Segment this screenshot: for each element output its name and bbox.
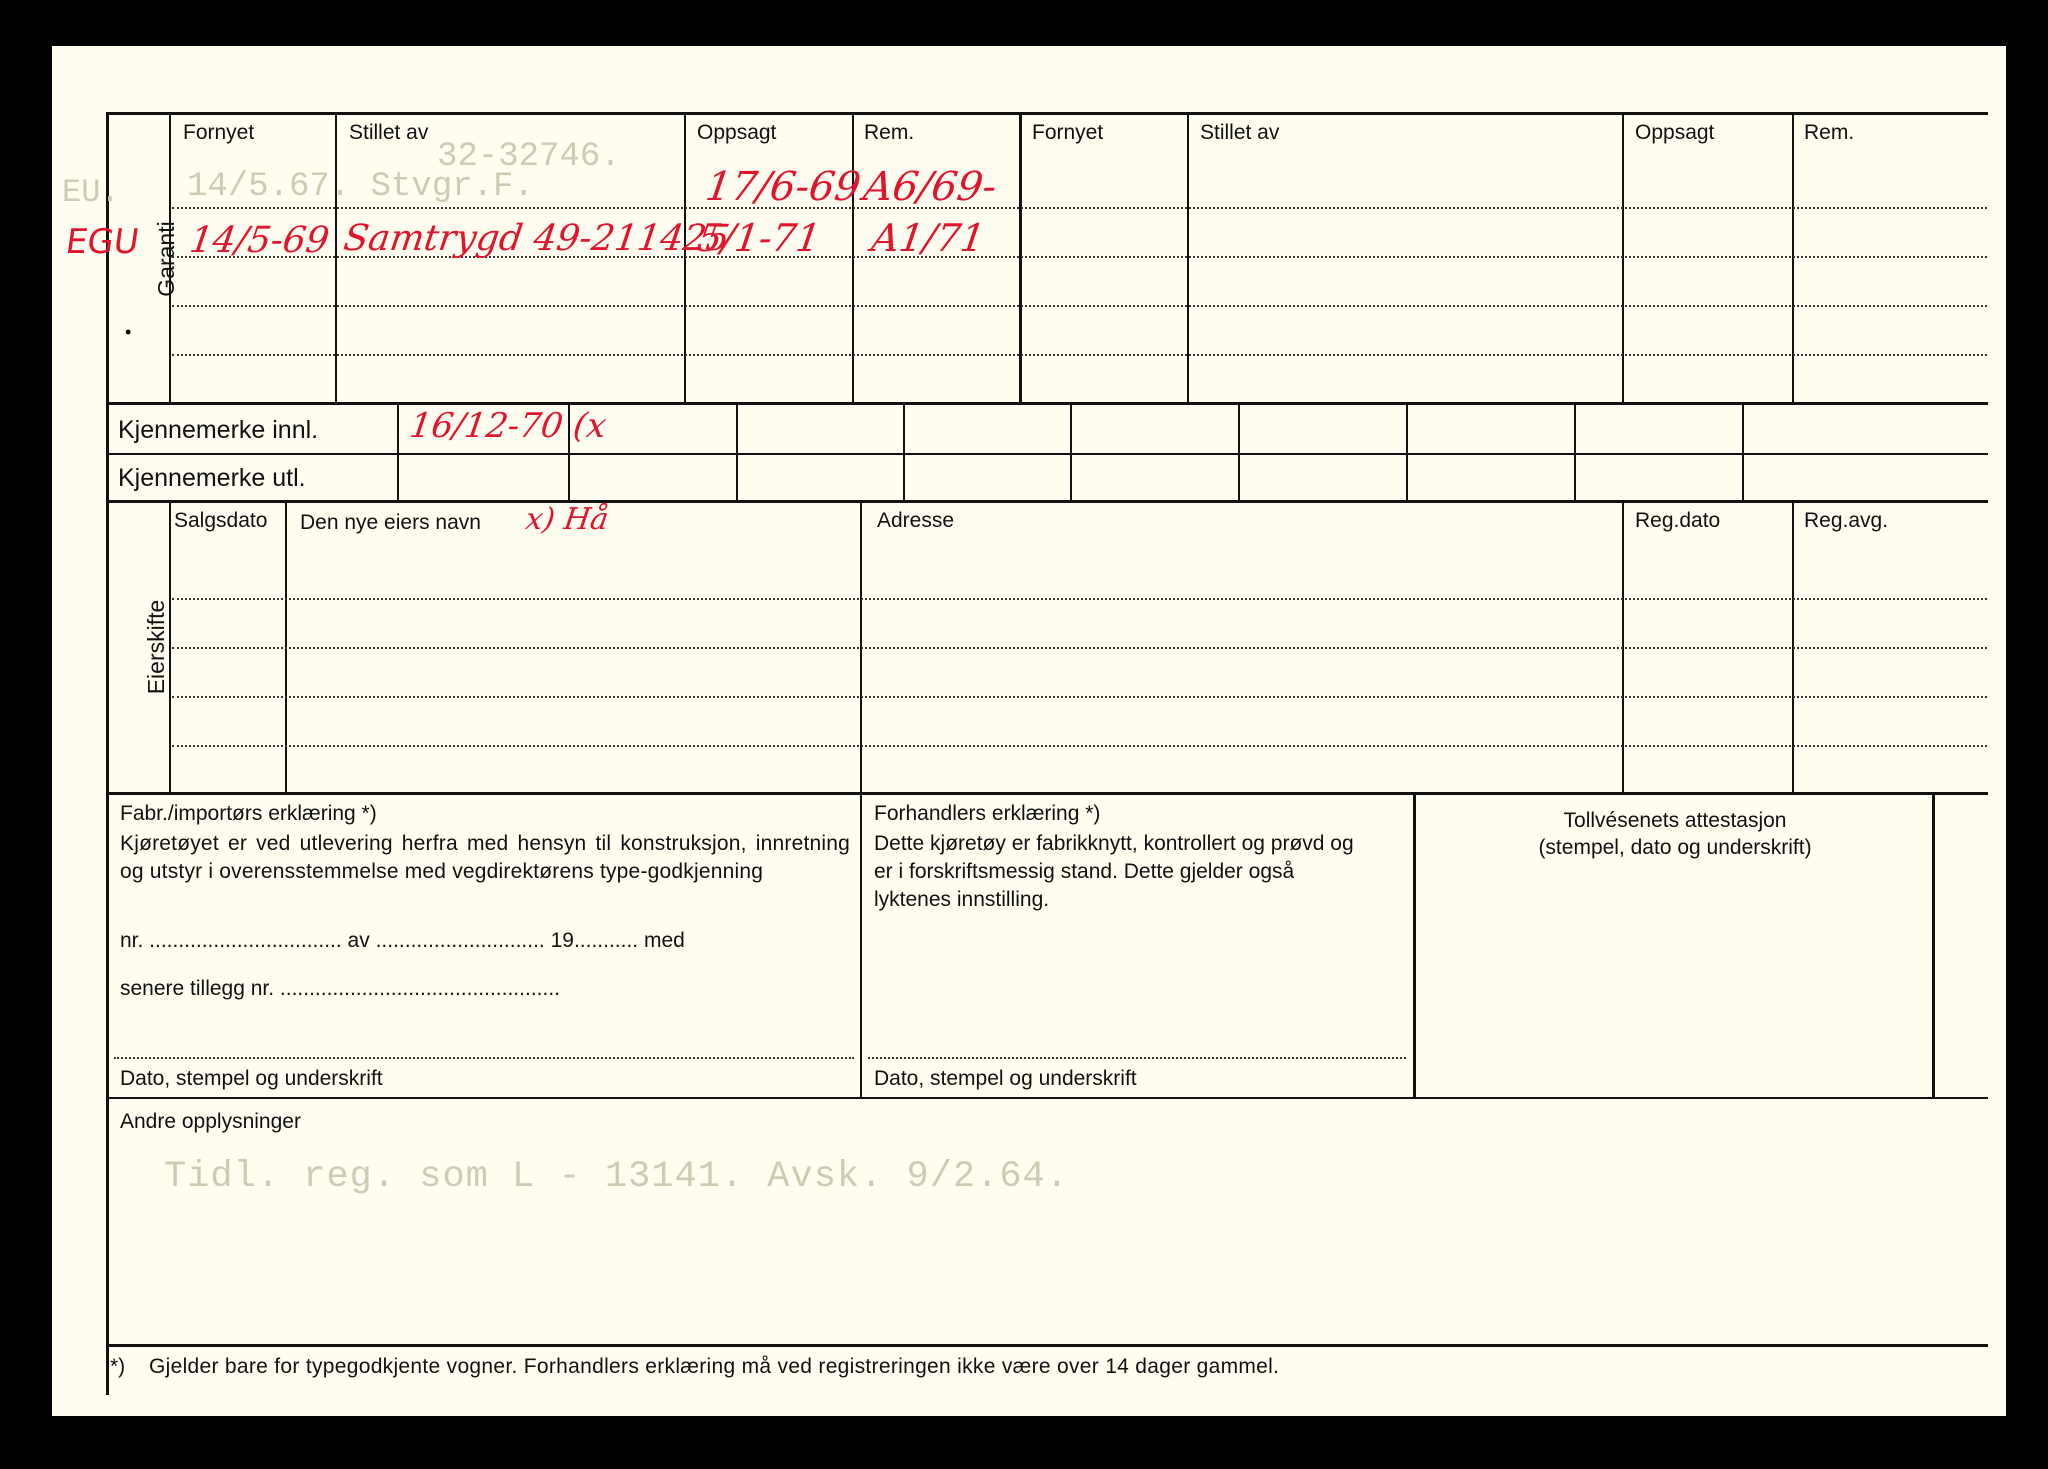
header-salgsdato: Salgsdato (174, 509, 268, 532)
declarations-col (860, 792, 862, 1097)
plates-col (1574, 402, 1576, 500)
hand-rem-2: A1/71 (868, 216, 988, 260)
typed-number: 32-32746. (437, 138, 621, 176)
plates-col (397, 402, 399, 500)
header-rem-2: Rem. (1804, 121, 1855, 144)
dotted-row (172, 354, 1987, 356)
plates-col (903, 402, 905, 500)
header-stillet-av: Stillet av (349, 121, 429, 144)
hand-plates-innl: 16/12-70 (x (407, 406, 609, 446)
manufacturer-tillegg-line: senere tillegg nr. ................................................ (120, 977, 560, 1000)
header-rem: Rem. (864, 121, 915, 144)
other-info-typed: Tidl. reg. som L - 13141. Avsk. 9/2.64. (164, 1156, 1069, 1198)
registration-card (52, 46, 2006, 1416)
left-border (106, 112, 109, 1395)
header-fornyet: Fornyet (183, 121, 255, 144)
guarantee-section-label: Garanti (153, 221, 179, 297)
header-fornyet-2: Fornyet (1032, 121, 1104, 144)
dealer-body: Dette kjøretøy er fabrikknytt, kontrollert og prøvd og er i forskriftsmessig stand. Dette gjelder også lyktenes innstilling. (874, 832, 1354, 911)
guarantee-bottom-border (106, 402, 1988, 405)
dealer-signature-label: Dato, stempel og underskrift (874, 1067, 1137, 1090)
hand-oppsagt-2: 5/1-71 (694, 216, 824, 260)
hand-rem-1: A6/69- (860, 164, 1000, 210)
header-adresse: Adresse (877, 509, 955, 532)
plates-bottom-border (106, 500, 1988, 503)
dotted-row (172, 305, 1987, 307)
dealer-title: Forhandlers erklæring *) (874, 802, 1101, 825)
header-reg-avg: Reg.avg. (1804, 509, 1889, 532)
dotted-row (172, 745, 1987, 747)
header-oppsagt: Oppsagt (697, 121, 777, 144)
plates-mid-line (106, 453, 1988, 455)
manufacturer-body: Kjøretøyet er ved utlevering herfra med hensyn til konstruksjon, innretning og utstyr i overensstemmelse med vegdirektørens type-godkjenning (120, 832, 850, 883)
margin-red-note: EGU (63, 222, 142, 262)
dotted-row (172, 207, 1987, 209)
bullet-icon: • (125, 322, 132, 342)
hand-oppsagt-1: 17/6-69 (702, 164, 864, 210)
dotted-row (172, 598, 1987, 600)
plates-col (1742, 402, 1744, 500)
dealer-signature-line (868, 1057, 1406, 1059)
dotted-row (172, 647, 1987, 649)
header-oppsagt-2: Oppsagt (1635, 121, 1715, 144)
typed-fornyet: 14/5.67. Stvgr.F. (187, 168, 534, 206)
ownership-col (1792, 500, 1794, 792)
manufacturer-nr-line: nr. ................................. av ............................. 19........... med (120, 929, 685, 952)
plates-col (1070, 402, 1072, 500)
ownership-col (860, 500, 862, 792)
customs-title: Tollvésenets attestasjon (1563, 809, 1787, 832)
bottom-border (106, 1344, 1988, 1347)
footnote-marker: *) (110, 1355, 126, 1378)
plates-col (736, 402, 738, 500)
plates-col (1238, 402, 1240, 500)
footnote-text: Gjelder bare for typegodkjente vogner. Forhandlers erklæring må ved registreringen ikke være over 14 dager gammel. (149, 1355, 1280, 1378)
ownership-col (169, 500, 171, 792)
plates-innl-label: Kjennemerke innl. (118, 416, 319, 444)
ownership-col (1622, 500, 1624, 792)
ownership-bottom-border (106, 792, 1988, 795)
col-divider (169, 112, 171, 402)
dotted-row (172, 696, 1987, 698)
top-border (106, 112, 1988, 115)
plates-col (1406, 402, 1408, 500)
manufacturer-title: Fabr./importørs erklæring *) (120, 802, 377, 825)
header-nye-eiers-navn: Den nye eiers navn (300, 511, 481, 534)
header-stillet-av-2: Stillet av (1200, 121, 1280, 144)
hand-stillet-av: Samtrygd 49-211425 (341, 218, 733, 259)
margin-faint: EU. (62, 174, 120, 211)
header-reg-dato: Reg.dato (1635, 509, 1721, 532)
manufacturer-signature-line (114, 1057, 854, 1059)
ownership-col (285, 500, 287, 792)
declarations-bottom-border (106, 1097, 1988, 1099)
plates-utl-label: Kjennemerke utl. (118, 464, 306, 492)
hand-owner-note: x) Hå (523, 502, 611, 537)
ownership-section-label: Eierskifte (143, 599, 169, 695)
hand-fornyet: 14/5-69 (187, 220, 332, 261)
other-info-label: Andre opplysninger (120, 1110, 301, 1133)
customs-subtitle: (stempel, dato og underskrift) (1538, 836, 1812, 859)
manufacturer-signature-label: Dato, stempel og underskrift (120, 1067, 383, 1090)
